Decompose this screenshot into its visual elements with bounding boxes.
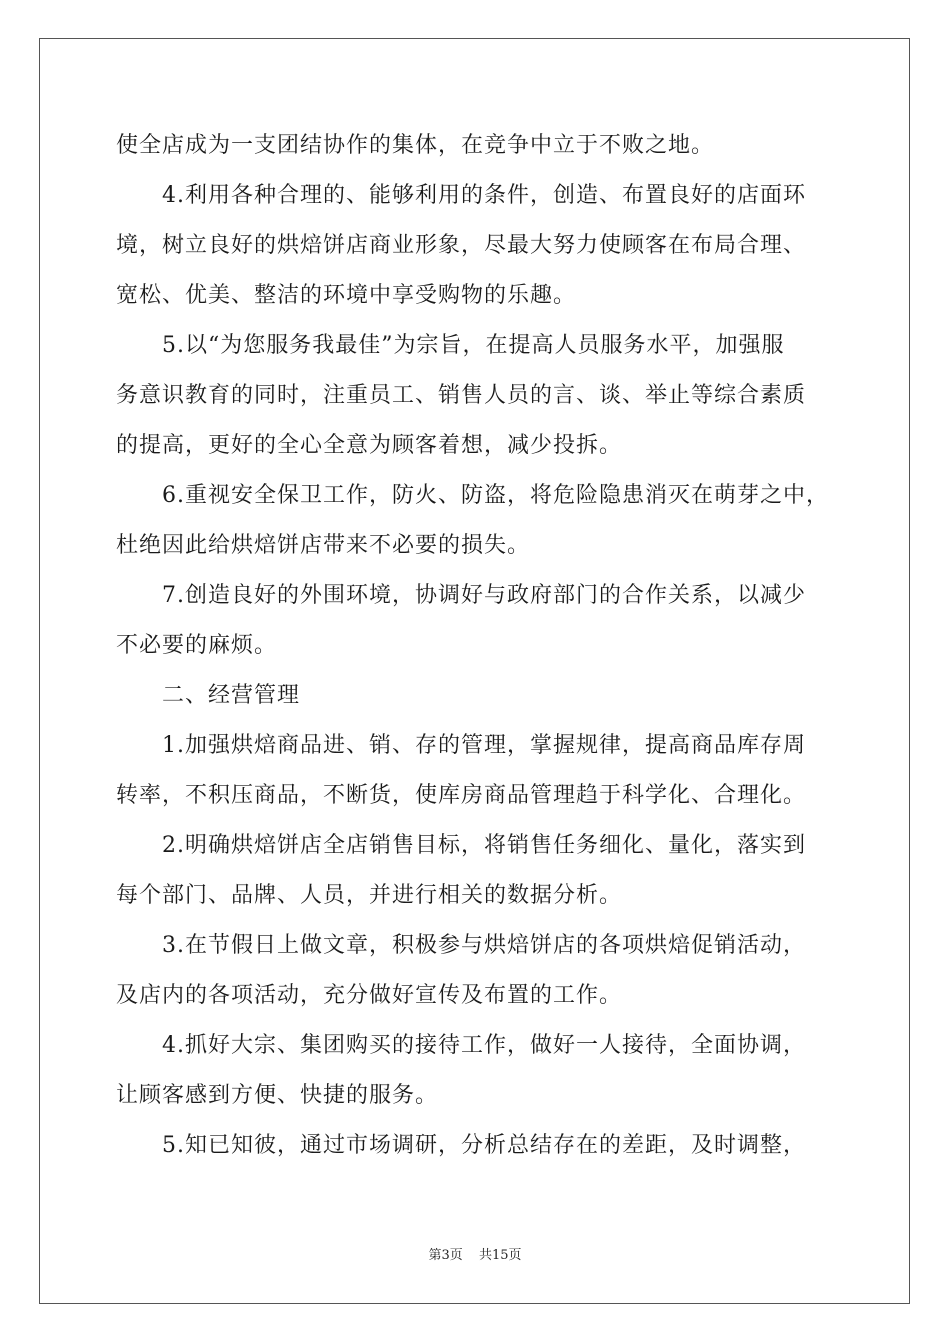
current-page-label: 第3页	[428, 1248, 463, 1263]
paragraph-line: 及店内的各项活动，充分做好宣传及布置的工作。	[116, 983, 623, 1008]
paragraph-line: 5.以“为您服务我最佳”为宗旨，在提高人员服务水平，加强服	[162, 333, 785, 358]
paragraph-line: 5.知已知彼，通过市场调研，分析总结存在的差距，及时调整，	[162, 1133, 806, 1158]
paragraph-line: 境，树立良好的烘焙饼店商业形象，尽最大努力使顾客在布局合理、	[116, 233, 807, 258]
paragraph-line: 不必要的麻烦。	[116, 633, 278, 658]
paragraph-line: 4.抓好大宗、集团购买的接待工作，做好一人接待，全面协调，	[162, 1033, 806, 1058]
paragraph-line: 让顾客感到方便、快捷的服务。	[116, 1083, 439, 1108]
paragraph-line: 4.利用各种合理的、能够利用的条件，创造、布置良好的店面环	[162, 183, 806, 208]
paragraph-line: 杜绝因此给烘焙饼店带来不必要的损失。	[116, 533, 531, 558]
paragraph-line: 2.明确烘焙饼店全店销售目标，将销售任务细化、量化，落实到	[162, 833, 806, 858]
total-pages-label: 共15页	[478, 1248, 522, 1263]
paragraph-line: 宽松、优美、整洁的环境中享受购物的乐趣。	[116, 283, 577, 308]
paragraph-line: 务意识教育的同时，注重员工、销售人员的言、谈、举止等综合素质	[116, 383, 807, 408]
section-heading: 二、经营管理	[162, 683, 301, 708]
paragraph-line: 1.加强烘焙商品进、销、存的管理，掌握规律，提高商品库存周	[162, 733, 806, 758]
paragraph-line: 每个部门、品牌、人员，并进行相关的数据分析。	[116, 883, 623, 908]
paragraph-line: 的提高，更好的全心全意为顾客着想，减少投拆。	[116, 433, 623, 458]
paragraph-line: 7.创造良好的外围环境，协调好与政府部门的合作关系，以减少	[162, 583, 806, 608]
paragraph-line: 使全店成为一支团结协作的集体，在竞争中立于不败之地。	[116, 133, 715, 158]
paragraph-line: 6.重视安全保卫工作，防火、防盗，将危险隐患消灭在萌芽之中，	[162, 483, 829, 508]
page-footer	[0, 1246, 950, 1266]
paragraph-line: 转率，不积压商品，不断货，使库房商品管理趋于科学化、合理化。	[116, 783, 807, 808]
paragraph-line: 3.在节假日上做文章，积极参与烘焙饼店的各项烘焙促销活动，	[162, 933, 806, 958]
